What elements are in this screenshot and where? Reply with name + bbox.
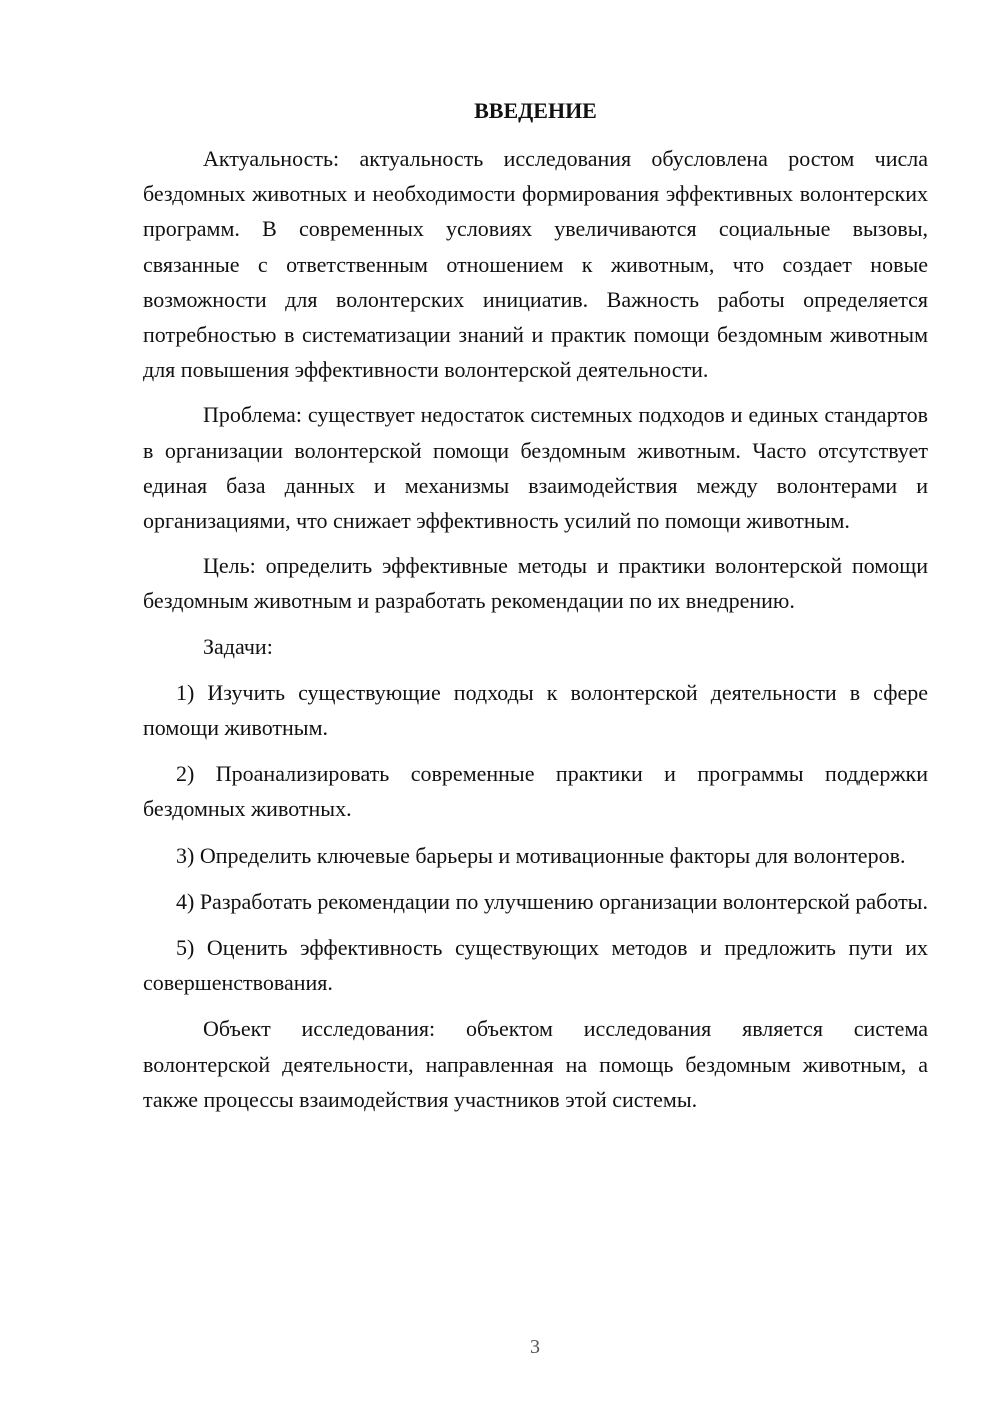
- task-item-5: 5) Оценить эффективность существующих методов и предложить пути их совершенствования.: [143, 935, 928, 996]
- section-title: ВВЕДЕНИЕ: [474, 98, 597, 123]
- tasks-heading: Задачи:: [203, 633, 273, 659]
- task-item-4: 4) Разработать рекомендации по улучшению организации волонтерской работы.: [176, 888, 928, 914]
- task-item-2: 2) Проанализировать современные практики и программы поддержки бездомных животных.: [143, 761, 928, 822]
- paragraph-relevance: Актуальность: актуальность исследования обусловлена ростом числа бездомных животных и необходимости формирования эффективных волонтерских программ. В современных условиях увеличиваются социальные вызовы, связанные с ответственным отношением к животным, что создает новые возможности для волонтерских инициатив. Важность работы определяется потребностью в систематизации знаний и практик помощи бездомным животным для повышения эффективности волонтерской деятельности.: [143, 146, 928, 383]
- task-item-3: 3) Определить ключевые барьеры и мотивационные факторы для волонтеров.: [176, 842, 906, 868]
- paragraph-object: Объект исследования: объектом исследования является система волонтерской деятельности, направленная на помощь бездомным животным, а также процессы взаимодействия участников этой системы.: [143, 1016, 928, 1112]
- task-item-1: 1) Изучить существующие подходы к волонтерской деятельности в сфере помощи животным.: [143, 679, 928, 741]
- document-body: [143, 96, 928, 1117]
- paragraph-problem: Проблема: существует недостаток системных подходов и единых стандартов в организации волонтерской помощи бездомным животным. Часто отсутствует единая база данных и механизмы взаимодействия между волонтерами и организациями, что снижает эффективность усилий по помощи животным.: [143, 402, 928, 534]
- page-number: 3: [530, 1336, 540, 1358]
- paragraph-goal: Цель: определить эффективные методы и практики волонтерской помощи бездомным животным и разработать рекомендации по их внедрению.: [143, 553, 928, 614]
